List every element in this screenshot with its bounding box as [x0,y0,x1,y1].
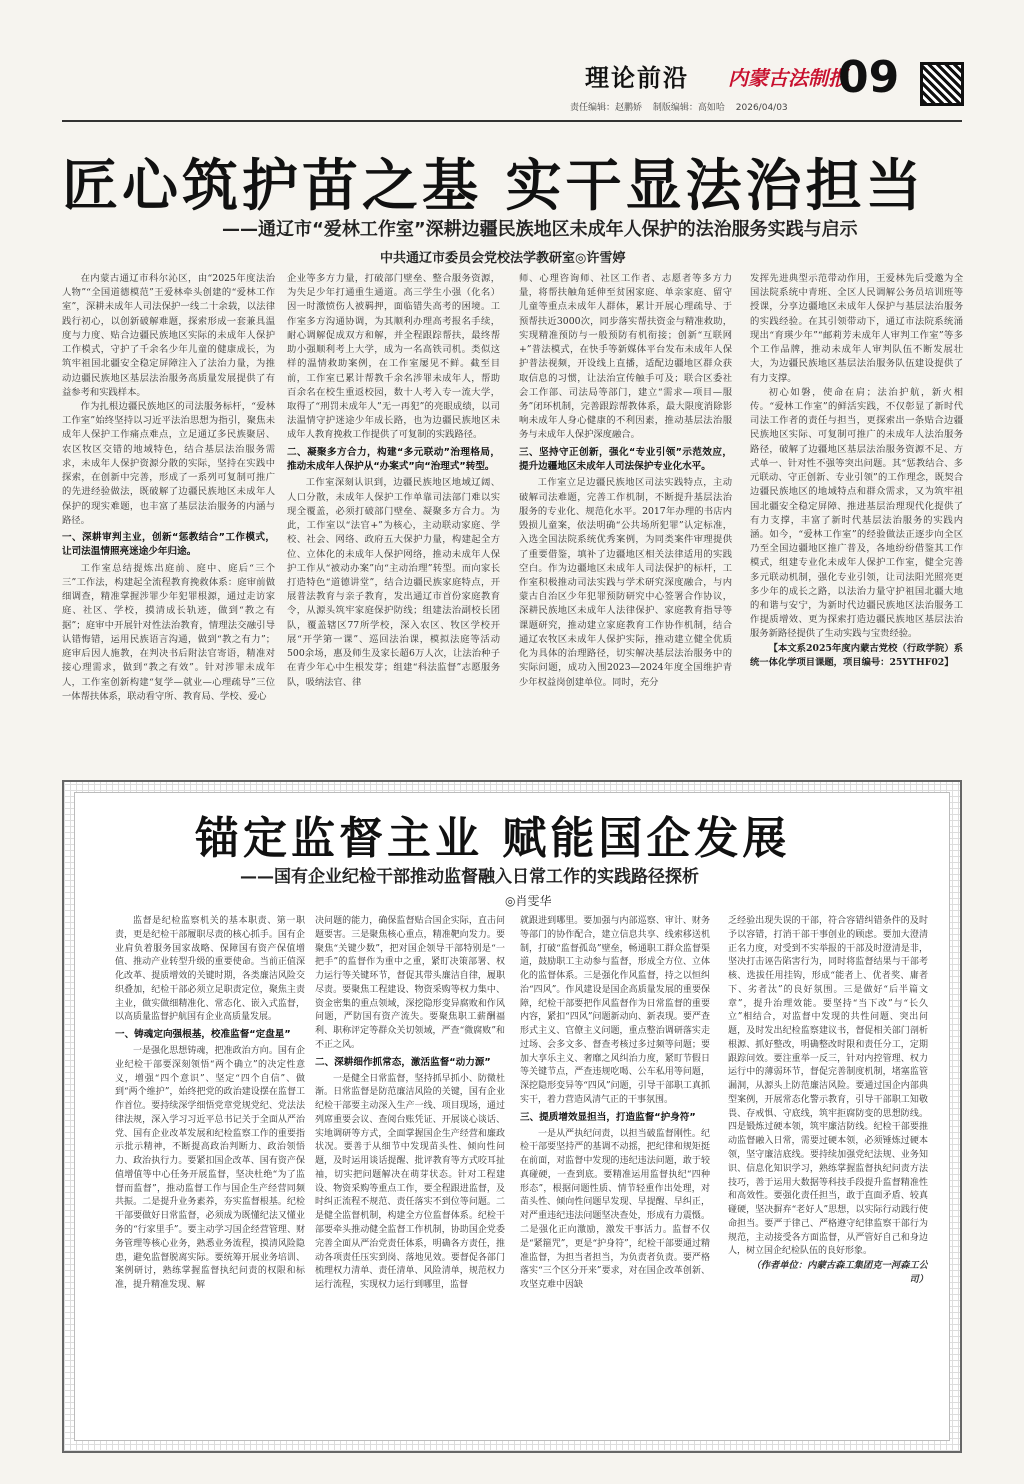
paragraph: 一是健全日常监督，坚持抓早抓小、防微杜渐。日常监督是防范廉洁风险的关键，国有企业纪检干部要主动深入生产一线、项目现场，通过列席重要会议、查阅台账凭证、开展谈心谈话、实地调研等方式，全面掌握国企生产经营和廉政状况。要善于从细节中发现苗头性、倾向性问题，及时运用谈话提醒、批评教育等方式咬耳扯袖，切实把问题解决在萌芽状态。针对工程建设、物资采购等重点工作，要全程跟进监督，及时纠正流程不规范、责任落实不到位等问题。二是健全监督机制，构建全方位监督体系。纪检干部要牵头推动健全监督工作机制，协助国企党委完善全面从严治党责任体系，明确各方责任，推动各项责任压实到岗、落地见效。要督促各部门梳理权力清单、责任清单、风险清单，规范权力运行流程，实现权力运行到哪里，监督 [315,1073,505,1291]
paragraph: 在内蒙古通辽市科尔沁区，由“2025年度法治人物”“全国道德模范”王爱林牵头创建的“爱林工作室”，深耕未成年人司法保护一线二十余载，以法律践行初心，以创新破解难题，探索形成一套兼具温度与力度、贴合边疆民族地区实际的未成年人保护工作模式，守护了千余名少年儿童的健康成长，为筑牢祖国北疆安全稳定屏障注入了法治力量，为推动边疆民族地区基层法治服务高质量发展提供了有益参考和实践样本。 [62,273,275,398]
article2-subtitle: ——国有企业纪检干部推动监督融入日常工作的实践路径探析 [240,867,699,887]
newspaper-masthead: 内蒙古法制报 [728,66,848,90]
section-heading: 二、深耕细作抓常态，激活监督“动力源” [315,1056,491,1068]
article2-column-2 [315,915,505,1435]
paragraph: 一是强化思想铸魂，把准政治方向。国有企业纪检干部要深刻领悟“两个确立”的决定性意义，增强“四个意识”、坚定“四个自信”、做到“两个维护”，始终把党的政治建设摆在监督工作首位。要持续深学细悟党章党规党纪、党法法律法规，深入学习习近平总书记关于全面从严治党、国有企业改革发展和纪检监察工作的重要指示批示精神，不断提高政治判断力、政治领悟力、政治执行力。要紧扣国企改革、国有资产保值增值等中心任务开展监督，坚决杜绝“为了监督而监督”，推动监督工作与国企生产经营同频共振。二是提升业务素养，夯实监督根基。纪检干部要做好日常监督，必须成为既懂纪法又懂业务的“行家里手”。要主动学习国企经营管理、财务管理等核心业务，熟悉业务流程，摸清风险隐患，避免监督脱离实际。要统筹开展业务培训、案例研讨，熟练掌握监督执纪问责的权限和标准，提升精准发现、解 [115,1046,305,1291]
section-heading: 三、提质增效显担当，打造监督“护身符” [520,1111,696,1123]
article2-title: 锚定监督主业 赋能国企发展 [195,813,791,864]
paragraph: 发挥先进典型示范带动作用，王爱林先后受邀为全国法院系统中青班、全区人民调解公务员培训班等授课，分享边疆地区未成年人保护与基层法治服务的实践经验。在其引领带动下，通辽市法院系统涌现出“育瑛少年”“邮莉芳未成年人审判工作室”等多个工作品牌，推动未成年人审判队伍不断发展壮大，为边疆民族地区基层法治服务队伍建设提供了有力支撑。 [750,273,963,384]
section-heading: 一、铸魂定向强根基，校准监督“定盘星” [115,1029,291,1041]
paragraph: 监督是纪检监察机关的基本职责、第一职责，更是纪检干部履职尽责的核心抓手。国有企业肩负着服务国家战略、保障国有资产保值增值、推动产业转型升级的重要使命。当前正值深化改革、提质增效的关键时期，各类廉洁风险交织叠加，纪检干部必须立足职责定位，聚焦主责主业，做实做细精准化、常态化、嵌入式监督，以高质量监督护航国有企业高质量发展。 [115,916,305,1023]
paragraph: 工作室深刻认识到，边疆民族地区地域辽阔、人口分散，未成年人保护工作单靠司法部门难以实现全覆盖，必须打破部门壁垒、凝聚多方合力。为此，工作室以“法官+”为核心，主动联动家庭、学校、社会、网络、政府五大保护力量，构建起全方位、立体化的未成年人保护网络，推动未成年人保护工作从“被动办案”向“主动治理”转型。而向家长打造特色“道德讲堂”，结合边疆民族家庭特点，开展普法教育与亲子教育，发出通辽市首份家庭教育令，从源头筑牢家庭保护防线；组建法治副校长团队，覆盖辖区77所学校，深入农区、牧区学校开展“开学第一课”、巡回法治课，模拟法庭等活动500余场，惠及师生及家长超6万人次，让法治种子在青少年心中生根发芽；组建“科法监督”志愿服务队，吸纳法官、律 [287,477,500,688]
section-heading: 一、深耕审判主业，创新“惩教结合”工作模式，让司法温情照亮迷途少年归途。 [62,531,275,557]
paragraph: 师、心理咨询师、社区工作者、志愿者等多方力量，将帮扶触角延伸至贫困家庭、单亲家庭、留守儿童等重点未成年人群体，累计开展心理疏导、于预帮扶近3000次，同步落实帮扶资金与精准救助，实现精准预防与一般预防有机衔接；创新“互联网+”普法模式，在快手等新媒体平台发布未成年人保护普法视频，开设线上直播，适配边疆地区群众获取信息的习惯，让法治宣传触手可及；联合区委社会工作部、司法局等部门，建立“需求—项目—服务”闭环机制，完善跟踪帮教体系，最大限度消除影响未成年人身心健康的不利因素，推动基层法治服务与未成年人保护深度融合。 [519,273,732,441]
header-divider [62,120,962,122]
article2-column-4 [728,915,928,1435]
paragraph: 决问题的能力，确保监督贴合国企实际，直击问题要害。三是聚焦核心重点，精准靶向发力。要聚焦“关键少数”，把对国企领导干部特别是“一把手”的监督作为重中之重，紧盯决策部署、权力运行等关键环节，督促其带头廉洁自律，履职尽责。要聚焦工程建设、物资采购等权力集中、资金密集的重点领域，深挖隐形变异腐败和作风问题，严防国有资产流失。要聚焦职工薪酬福利、职称评定等群众关切领域，严查“微腐败”和不正之风。 [315,916,505,1050]
issue-date: 2026/04/03 [735,103,788,113]
article1-column-2 [287,272,500,772]
section-heading: 二、凝聚多方合力，构建“多元联动”治理格局，推动未成年人保护从“办案式”向“治理式”转型。 [287,446,500,472]
section-title: 理论前沿 [585,63,689,92]
author-affiliation: （作者单位：内蒙古森工集团克一河森工公司） [751,1260,928,1286]
article1-subtitle: ——通辽市“爱林工作室”深耕边疆民族地区未成年人保护的法治服务实践与启示 [222,219,858,240]
qr-code-icon [920,62,964,106]
paragraph: 初心如磐，使命在肩；法治护航，新火相传。“爱林工作室”的鲜活实践，不仅彰显了新时代司法工作者的责任与担当，更探索出一条贴合边疆民族地区实际、可复制可推广的未成年人法治服务路径，破解了边疆地区基层法治服务资源不足、方式单一、针对性不强等突出问题。其“惩教结合、多元联动、守正创新、专业引领”的工作理念，既契合边疆民族地区的地域特点和群众需求，又为筑牢祖国北疆安全稳定屏障、推进基层治理现代化提供了有力支撑，丰富了新时代基层法治服务的实践内涵。如今，“爱林工作室”的经验做法正逐步向全区乃至全国边疆地区推广普及，各地纷纷借鉴其工作模式，组建专业化未成年人保护工作室，健全完善多元联动机制，强化专业引领，让司法阳光照亮更多少年的成长之路，以法治力量守护祖国北疆大地的和谐与安宁，为新时代边疆民族地区法治服务工作提质增效、更为探索打造边疆民族地区基层法治服务新路径提供了生动实践与宝贵经验。 [750,386,963,640]
article2-author: ◎肖雯华 [505,894,552,908]
page-meta [570,100,796,113]
article1-column-3 [519,272,732,772]
article1-author: 中共通辽市委员会党校法学教研室◎许雪婷 [380,251,626,266]
article2-column-1 [115,915,305,1435]
paragraph: 一是从严执纪问责，以担当破监督刚性。纪检干部要坚持严的基调不动摇，把纪律和规矩挺在前面，对监督中发现的违纪违法问题，敢于较真碰硬，一查到底。要精准运用监督执纪“四种形态”，根据问题性质、情节轻重作出处理，对苗头性、倾向性问题早发现、早提醒、早纠正，对严重违纪违法问题坚决查处，形成有力震慑。二是强化正向激励，激发干事活力。监督不仅是“紧箍咒”，更是“护身符”，纪检干部要通过精准监督，为担当者担当，为负责者负责。要严格落实“三个区分开来”要求，对在国企改革创新、攻坚克难中因缺 [520,1128,710,1291]
article1-column-1 [62,272,275,772]
section-heading: 三、坚持守正创新，强化“专业引领”示范效应，提升边疆地区未成年人司法保护专业化水平。 [519,446,732,472]
article2-column-3 [520,915,710,1435]
paragraph: 企业等多方力量，打破部门壁垒、整合服务资源，为失足少年打通重生通道。高三学生小强（化名）因一时激愤伤人被羁押，面临错失高考的困境。工作室多方沟通协调，为其顺利办理高考报名手续，耐心调解促成双方和解，并全程跟踪帮扶，最终帮助小强顺利考上大学，成为一名高铁司机。类似这样的温情救助案例，在工作室屡见不鲜。截至目前，工作室已累计帮教千余名涉罪未成年人，帮助百余名在校生重返校园，数十人考入专一流大学，取得了“刑罚未成年人”无一再犯”的亮眼成绩，以司法温情守护迷途少年成长路，也为边疆民族地区未成年人教育挽救工作提供了可复制的实践路径。 [287,273,500,441]
designer-credit: 制版编辑：高如哈 [652,103,725,113]
paragraph: 就跟进到哪里。要加强与内部巡察、审计、财务等部门的协作配合，建立信息共享、线索移送机制，打破“监督孤岛”壁垒，畅通职工群众监督渠道，鼓励职工主动参与监督，形成全方位、立体化的监督体系。三是强化作风监督，持之以恒纠治“四风”。作风建设是国企高质量发展的重要保障，纪检干部要把作风监督作为日常监督的重要内容，紧扣“四风”问题新动向、新表现。要严查形式主义、官僚主义问题，重点整治调研落实走过场、会多文多、督查考核过多过频等问题；要加大享乐主义、奢靡之风纠治力度，紧盯节假日等关键节点，严查违规吃喝、公车私用等问题，深挖隐形变异等“四风”问题，引导干部职工真抓实干，着力营造风清气正的干事氛围。 [520,916,710,1105]
funding-note: 【本文系2025年度内蒙古党校（行政学院）系统一体化学项目课题，项目编号：25YTHF02】 [750,642,963,668]
paragraph: 乏经验出现失误的干部，符合容错纠错条件的及时予以容错，打消干部干事创业的顾虑。要加大澄清正名力度，对受到不实举报的干部及时澄清是非，坚决打击诬告陷害行为，同时将监督结果与干部考核、选拔任用挂钩，形成“能者上、优者奖、庸者下、劣者汰”的良好氛围。三是做好“后半篇文章”，提升治理效能。要坚持“当下改”与“长久立”相结合，对监督中发现的共性问题、突出问题，及时发出纪检监察建议书，督促相关部门剖析根源、抓好整改，明确整改时限和责任分工，定期跟踪问效。要注重举一反三，针对内控管理、权力运行中的薄弱环节，督促完善制度机制，堵塞监管漏洞，从源头上防范廉洁风险。要通过国企内部典型案例，开展常态化警示教育，引导干部职工知敬畏、存戒惧、守底线，筑牢拒腐防变的思想防线。四是锻炼过硬本领，筑牢廉洁防线。纪检干部要推动监督融入日常，需要过硬本领，必须锤炼过硬本领，坚守廉洁底线。要持续加强党纪法规、业务知识、信息化知识学习，熟练掌握监督执纪问责方法技巧，善于运用大数据等科技手段提升监督精准性和高效性。要强化责任担当，敢于直面矛盾、较真碰硬，坚决摒弃“老好人”思想，以实际行动践行使命担当。要严于律己、严格遵守纪律监察干部行为规范，主动接受各方面监督，从严管好自己和身边人，树立国企纪检队伍的良好形象。 [728,916,928,1257]
article1-title: 匠心筑护苗之基 实干显法治担当 [62,153,926,219]
article1-column-4 [750,272,963,772]
paragraph: 工作室立足边疆民族地区司法实践特点，主动破解司法难题，完善工作机制，不断提升基层法治服务的专业化、规范化水平。2017年办理的书店内毁损儿童案，依法明确“公共场所犯罪”认定标准，入选全国法院系统优秀案例，为同类案件审理提供了重要借鉴，填补了边疆地区相关法律适用的实践空白。作为边疆地区未成年人司法保护的标杆，工作室积极推动司法实践与学术研究深度融合，与内蒙古自治区少年犯罪预防研究中心签署合作协议，深耕民族地区未成年人法律保护、家庭教育指导等课题研究，推动建立家庭教育工作协作机制，结合通辽农牧区未成年人保护实际，推动建立健全优质化为具体的治理路径，切实解决基层法治服务中的实际问题，成功入围2023—2024年度全国维护青少年权益岗创建单位。同时，充分 [519,477,732,688]
editor-credit: 责任编辑：赵鹏娇 [570,103,643,113]
page-number: 09 [838,52,900,103]
paragraph: 工作室总结提炼出庭前、庭中、庭后“三个三”工作法，构建起全流程教育挽救体系：庭审前做细调查，精准掌握涉罪少年犯罪根源，通过走访家庭、社区、学校，摸清成长轨迹，做到“教之有据”；庭审中开展针对性法治教育，情理法交融引导认错悔错，运用民族语言沟通，做到“教之有力”；庭审后因人施教，在判决书后附法官寄语，精准对接心理需求，做到“教之有效”。针对涉罪未成年人，工作室创新构建“复学—就业—心理疏导”三位一体帮扶体系，联动看守所、教育局、学校、爱心 [62,562,275,702]
paragraph: 作为扎根边疆民族地区的司法服务标杆，“爱林工作室”始终坚持以习近平法治思想为指引，聚焦未成年人保护工作痛点难点，立足通辽多民族聚居、农区牧区交错的地域特色，结合基层法治服务需求，未成年人保护资源分散的实际，坚持在实践中探索，在创新中完善，形成了一系列可复制可推广的先进经验做法，既破解了边疆民族地区未成年人保护的现实难题，也丰富了基层法治服务的内涵与路径。 [62,400,275,526]
